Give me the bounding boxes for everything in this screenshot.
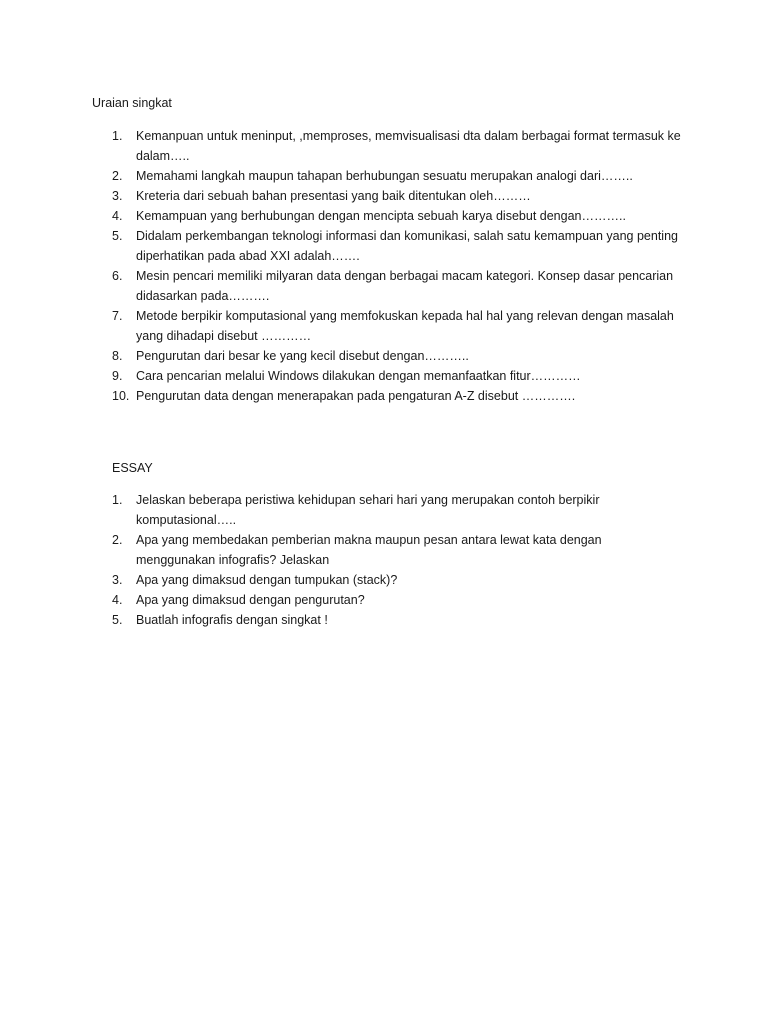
item-number: 5.: [112, 613, 123, 627]
item-text: Kemampuan yang berhubungan dengan mencipta sebuah karya disebut dengan………..: [136, 209, 626, 223]
item-number: 6.: [112, 269, 123, 283]
item-text: Didalam perkembangan teknologi informasi dan komunikasi, salah satu kemampuan yang penting diperhatikan pada abad XXI adalah…….: [136, 229, 678, 263]
item-text: Pengurutan data dengan menerapakan pada pengaturan A-Z disebut ………….: [136, 389, 576, 403]
item-number: 4.: [112, 209, 123, 223]
list-item: [112, 346, 682, 366]
list-item: [112, 610, 682, 630]
item-number: 3.: [112, 189, 123, 203]
list-item: [112, 590, 682, 610]
list-item: [112, 226, 682, 266]
item-number: 2.: [112, 169, 123, 183]
item-text: Kreteria dari sebuah bahan presentasi yang baik ditentukan oleh………: [136, 189, 531, 203]
item-text: Pengurutan dari besar ke yang kecil disebut dengan………..: [136, 349, 469, 363]
list-item: [112, 570, 682, 590]
list-item: [112, 166, 682, 186]
list-item: [112, 186, 682, 206]
list-item: [112, 266, 682, 306]
item-text: Jelaskan beberapa peristiwa kehidupan sehari hari yang merupakan contoh berpikir komputasional…..: [136, 493, 600, 527]
item-number: 1.: [112, 493, 123, 507]
item-text: Apa yang dimaksud dengan pengurutan?: [136, 593, 365, 607]
item-number: 1.: [112, 129, 123, 143]
item-text: Metode berpikir komputasional yang memfokuskan kepada hal hal yang relevan dengan masalah yang dihadapi disebut …………: [136, 309, 674, 343]
item-number: 7.: [112, 309, 123, 323]
item-text: Buatlah infografis dengan singkat !: [136, 613, 328, 627]
item-number: 4.: [112, 593, 123, 607]
item-text: Apa yang membedakan pemberian makna maupun pesan antara lewat kata dengan menggunakan infografis? Jelaskan: [136, 533, 602, 567]
question-list-essay: [112, 490, 682, 630]
item-text: Mesin pencari memiliki milyaran data dengan berbagai macam kategori. Konsep dasar pencarian didasarkan pada……….: [136, 269, 674, 303]
list-item: [112, 490, 682, 530]
item-number: 3.: [112, 573, 123, 587]
list-item: [112, 530, 682, 570]
item-text: Memahami langkah maupun tahapan berhubungan sesuatu merupakan analogi dari……..: [136, 169, 633, 183]
item-number: 9.: [112, 369, 123, 383]
list-item: [112, 366, 682, 386]
list-item: [112, 386, 682, 406]
list-item: [112, 126, 682, 166]
section-title-essay: ESSAY: [112, 461, 153, 475]
item-text: Kemanpuan untuk meninput, ,memproses, memvisualisasi dta dalam berbagai format termasuk ke dalam…..: [136, 129, 681, 163]
list-item: [112, 306, 682, 346]
item-text: Apa yang dimaksud dengan tumpukan (stack)?: [136, 573, 398, 587]
item-number: 5.: [112, 229, 123, 243]
item-number: 8.: [112, 349, 123, 363]
item-number: 10.: [112, 389, 130, 403]
list-item: [112, 206, 682, 226]
section-title-uraian: Uraian singkat: [92, 96, 172, 110]
question-list-uraian: [112, 126, 682, 406]
item-text: Cara pencarian melalui Windows dilakukan dengan memanfaatkan fitur…………: [136, 369, 581, 383]
item-number: 2.: [112, 533, 123, 547]
